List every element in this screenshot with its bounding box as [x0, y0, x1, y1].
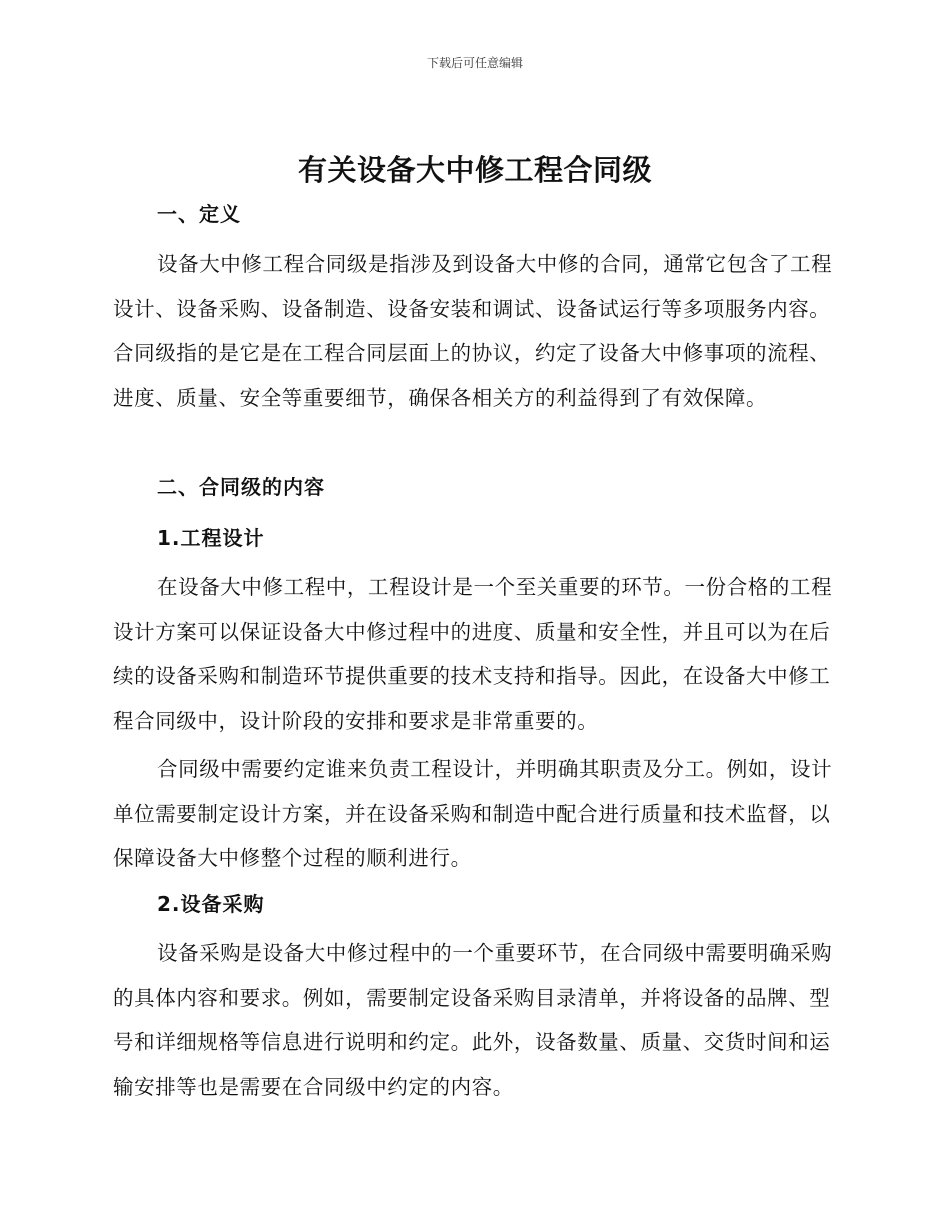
paragraph-engineering-design-1: 在设备大中修工程中，工程设计是一个至关重要的环节。一份合格的工程设计方案可以保证设备大中修过程中的进度、质量和安全性，并且可以为在后续的设备采购和制造环节提供重要的技术支持和指导。因此，在设备大中修工程合同级中，设计阶段的安排和要求是非常重要的。: [113, 575, 833, 733]
subsection-heading-equipment-procurement: 2.设备采购: [157, 892, 265, 916]
paragraph-engineering-design-2: 合同级中需要约定谁来负责工程设计，并明确其职责及分工。例如，设计单位需要制定设计方案，并在设备采购和制造中配合进行质量和技术监督，以保障设备大中修整个过程的顺利进行。: [113, 757, 833, 870]
header-note: 下载后可任意编辑: [426, 56, 523, 70]
paragraph-equipment-procurement: 设备采购是设备大中修过程中的一个重要环节，在合同级中需要明确采购的具体内容和要求。例如，需要制定设备采购目录清单，并将设备的品牌、型号和详细规格等信息进行说明和约定。此外，设备数量、质量、交货时间和运输安排等也是需要在合同级中约定的内容。: [113, 941, 833, 1099]
document-title: 有关设备大中修工程合同级: [297, 153, 652, 187]
subsection-heading-engineering-design: 1.工程设计: [157, 526, 265, 550]
section-heading-contents: 二、合同级的内容: [157, 475, 325, 499]
paragraph-definition: 设备大中修工程合同级是指涉及到设备大中修的合同，通常它包含了工程设计、设备采购、设备制造、设备安装和调试、设备试运行等多项服务内容。合同级指的是它是在工程合同层面上的协议，约定了设备大中修事项的流程、进度、质量、安全等重要细节，确保各相关方的利益得到了有效保障。: [113, 252, 833, 410]
section-heading-definition: 一、定义: [157, 202, 241, 226]
